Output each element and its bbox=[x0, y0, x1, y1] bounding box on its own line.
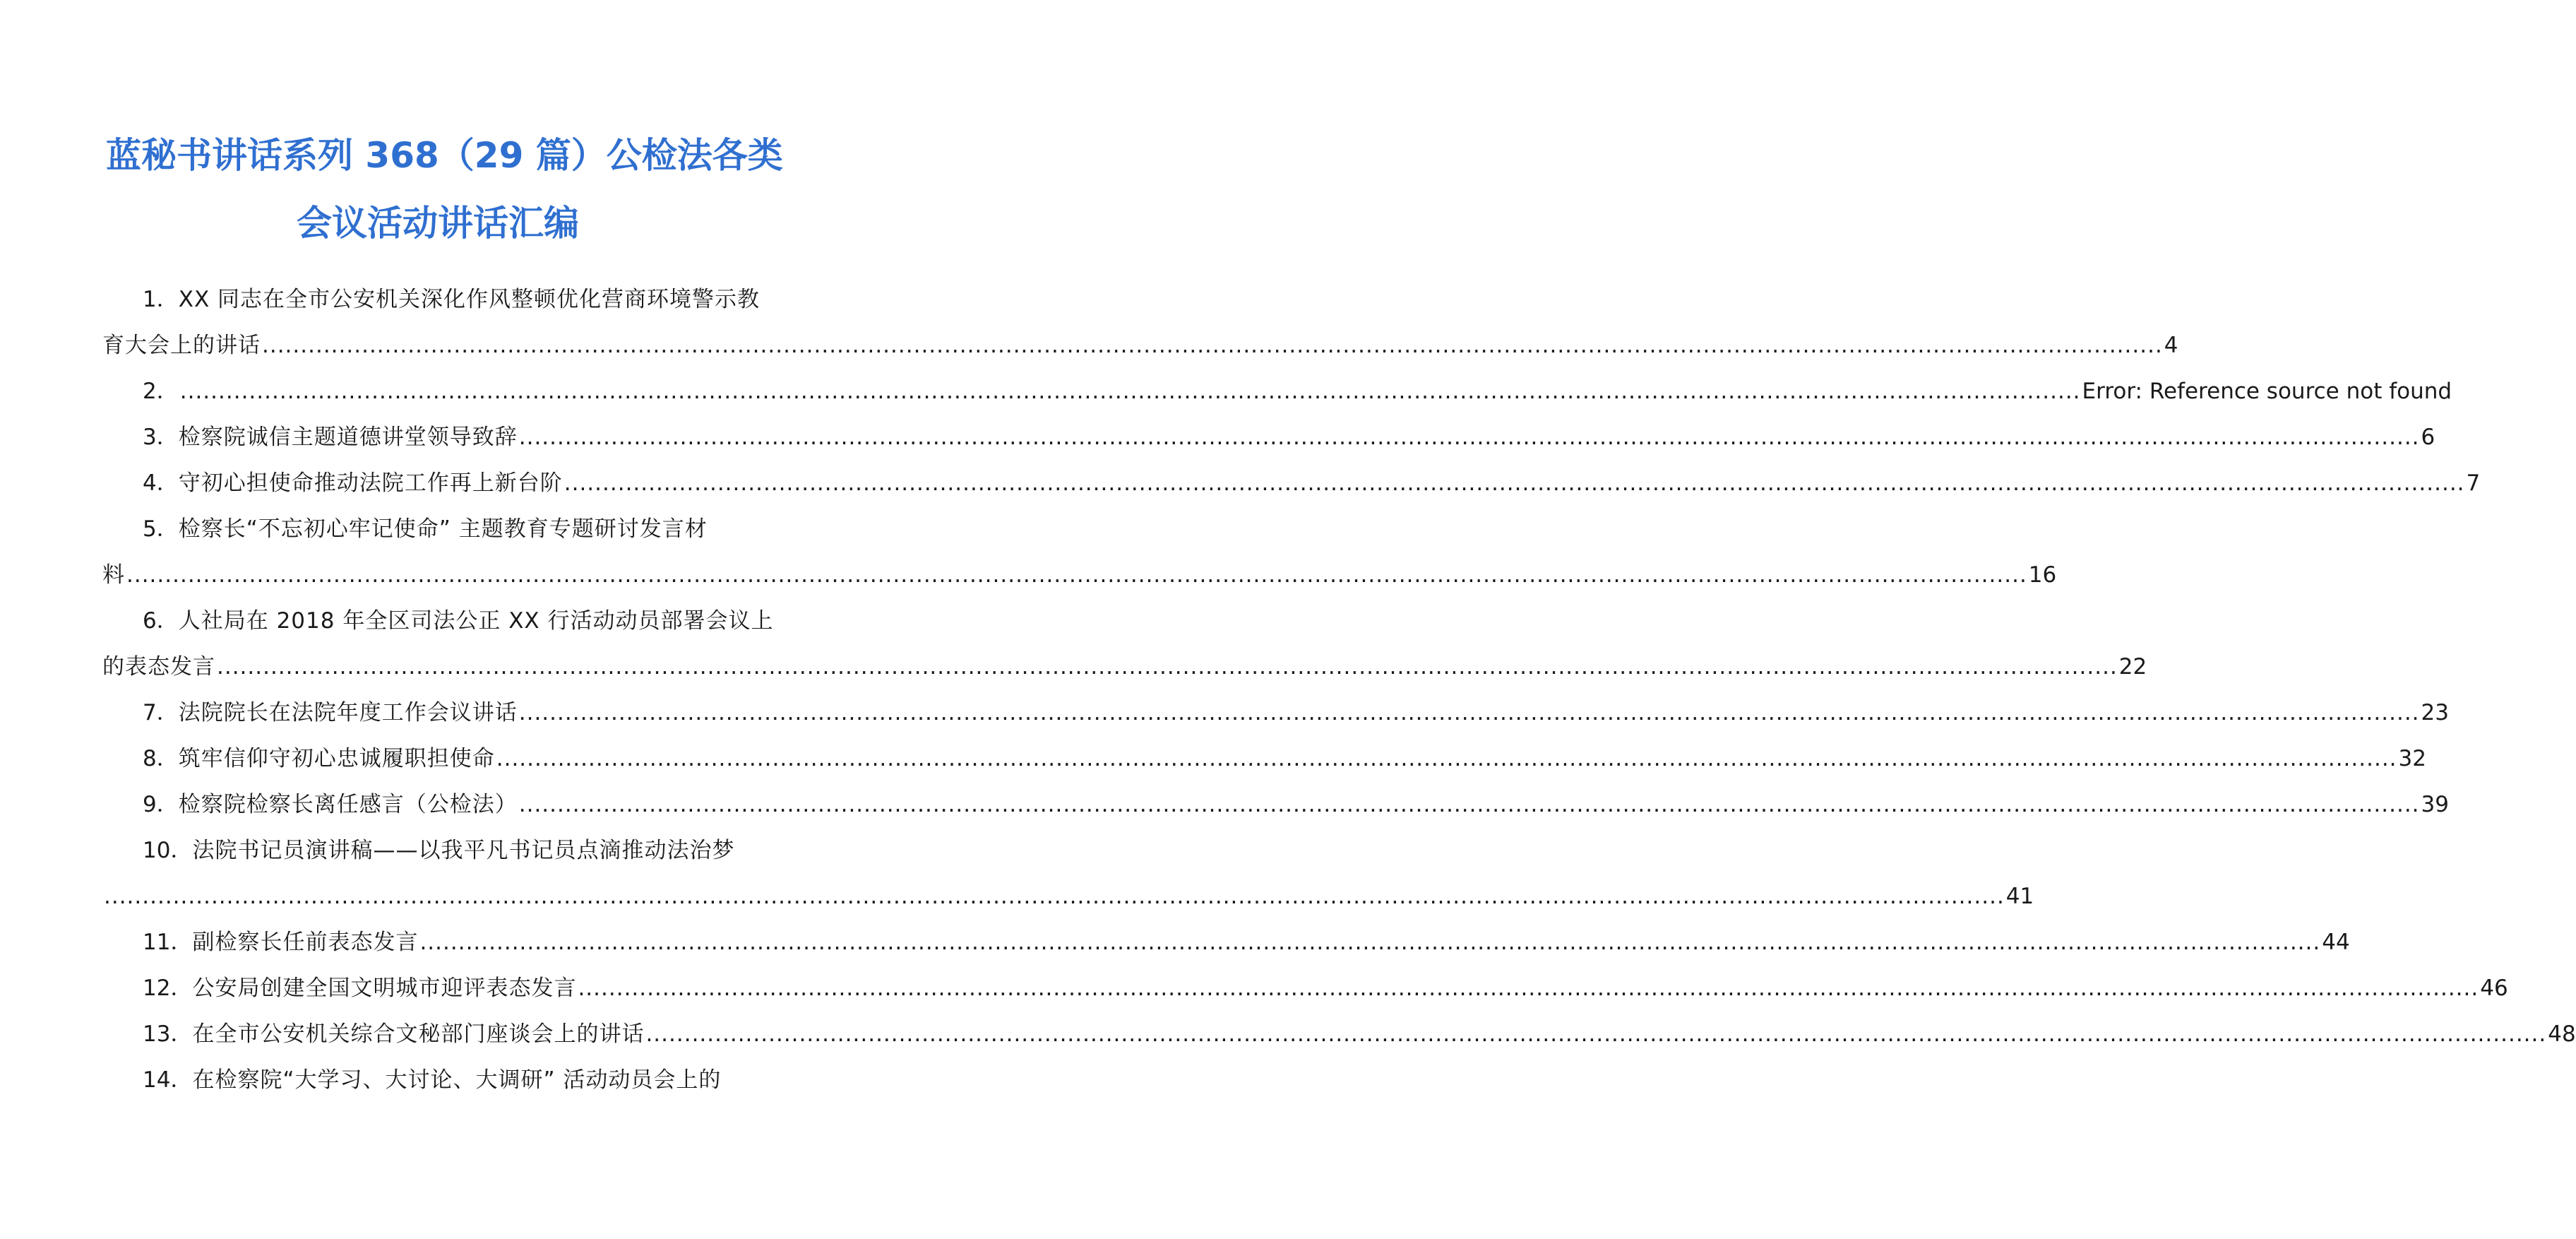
toc-number: 11． bbox=[143, 930, 193, 955]
toc-leader bbox=[419, 920, 2320, 966]
toc-leader bbox=[519, 415, 2420, 461]
toc-entry-9[interactable] bbox=[114, 782, 2449, 828]
toc-title-line-1: 检察长“不忘初心牢记使命” 主题教育专题研讨发言材 bbox=[178, 516, 708, 542]
toc-number: 7． bbox=[143, 700, 179, 725]
toc-leader bbox=[645, 1012, 2546, 1057]
toc-number: 1． bbox=[143, 287, 179, 312]
toc-entry-1[interactable] bbox=[102, 277, 2178, 369]
toc-entry-12[interactable] bbox=[114, 966, 2508, 1012]
title-line-2: 会议活动讲话汇编 bbox=[297, 203, 579, 244]
toc-number: 8． bbox=[143, 746, 179, 771]
toc-number: 5． bbox=[143, 516, 179, 542]
title-line-1: 蓝秘书讲话系列 368（29 篇）公检法各类 bbox=[106, 135, 783, 176]
toc-number: 10． bbox=[143, 838, 193, 863]
toc-number: 4． bbox=[143, 470, 179, 496]
toc-entry-5[interactable] bbox=[102, 506, 2057, 598]
toc-leader bbox=[519, 782, 2420, 828]
toc-title: 法院院长在法院年度工作会议讲话 bbox=[178, 700, 518, 725]
toc-number: 14． bbox=[143, 1067, 193, 1093]
toc-number: 2． bbox=[143, 379, 179, 404]
toc-page-number: 39 bbox=[2421, 792, 2449, 817]
toc-entry-14[interactable] bbox=[114, 1057, 770, 1103]
toc-title-part-2: 忠诚履职担使命 bbox=[336, 746, 495, 771]
toc-entry-7[interactable] bbox=[114, 690, 2449, 736]
toc-title: 守初心担使命推动法院工作再上新台阶 bbox=[178, 470, 563, 496]
toc-entry-6[interactable] bbox=[102, 598, 2147, 690]
toc-title-line-1: XX 同志在全市公安机关深化作风整顿优化营商环境警示教 bbox=[178, 287, 761, 312]
toc-title: 检察院诚信主题道德讲堂领导致辞 bbox=[178, 425, 518, 450]
toc-number: 6． bbox=[143, 608, 179, 634]
toc-title: 副检察长任前表态发言 bbox=[192, 930, 419, 955]
toc-page-number: 32 bbox=[2398, 746, 2426, 771]
toc-title-line-2: 的表态发言 bbox=[102, 654, 215, 680]
toc-number: 13． bbox=[143, 1021, 193, 1047]
toc-title: 在全市公安机关综合文秘部门座谈会上的讲话 bbox=[192, 1021, 645, 1047]
toc-page-number: 7 bbox=[2466, 470, 2481, 496]
toc-entry-2[interactable] bbox=[114, 369, 2452, 415]
table-of-contents bbox=[102, 277, 2576, 1103]
toc-page-number: 48 bbox=[2548, 1021, 2576, 1047]
toc-leader bbox=[180, 369, 2081, 415]
toc-page-number: 4 bbox=[2164, 333, 2178, 358]
toc-leader bbox=[104, 874, 2005, 920]
toc-entry-10[interactable] bbox=[114, 828, 2034, 920]
toc-entry-3[interactable] bbox=[114, 415, 2435, 461]
toc-page-number: 44 bbox=[2322, 930, 2350, 955]
toc-page-number: 22 bbox=[2118, 654, 2147, 680]
toc-title: 公安局创建全国文明城市迎评表态发言 bbox=[192, 976, 577, 1001]
toc-page-number: 23 bbox=[2421, 700, 2449, 725]
toc-title-line-1: 法院书记员演讲稿——以我平凡书记员点滴推动法治梦 bbox=[192, 838, 735, 863]
toc-title-line-1: 人社局在 2018 年全区司法公正 XX 行活动动员部署会议上 bbox=[178, 608, 774, 634]
toc-page-number: Error: Reference source not found bbox=[2082, 379, 2452, 404]
toc-title-part-1: 筑牢信仰守初心 bbox=[178, 746, 337, 771]
toc-leader bbox=[564, 461, 2465, 506]
toc-page-number: 16 bbox=[2028, 562, 2057, 588]
toc-number: 12． bbox=[143, 976, 193, 1001]
toc-number: 9． bbox=[143, 792, 179, 817]
toc-leader bbox=[578, 966, 2479, 1012]
toc-page-number: 41 bbox=[2005, 884, 2034, 909]
toc-leader bbox=[519, 690, 2420, 736]
toc-title-line-2: 育大会上的讲话 bbox=[102, 333, 261, 358]
toc-entry-11[interactable] bbox=[114, 920, 2350, 966]
toc-entry-8[interactable] bbox=[114, 736, 2426, 782]
toc-page-number: 6 bbox=[2421, 425, 2435, 450]
toc-entry-13[interactable] bbox=[114, 1012, 2576, 1057]
toc-entry-4[interactable] bbox=[114, 461, 2481, 506]
document-title bbox=[106, 121, 783, 257]
toc-leader bbox=[496, 736, 2397, 782]
toc-leader bbox=[262, 323, 2163, 369]
toc-title-line-1: 在检察院“大学习、大讨论、大调研” 活动动员会上的 bbox=[192, 1067, 722, 1093]
toc-title-line-2: 料 bbox=[102, 562, 125, 588]
toc-title: 检察院检察长离任感言（公检法） bbox=[178, 792, 518, 817]
toc-number: 3． bbox=[143, 425, 179, 450]
toc-leader bbox=[126, 552, 2027, 598]
toc-page-number: 46 bbox=[2480, 976, 2508, 1001]
toc-leader bbox=[217, 644, 2118, 690]
